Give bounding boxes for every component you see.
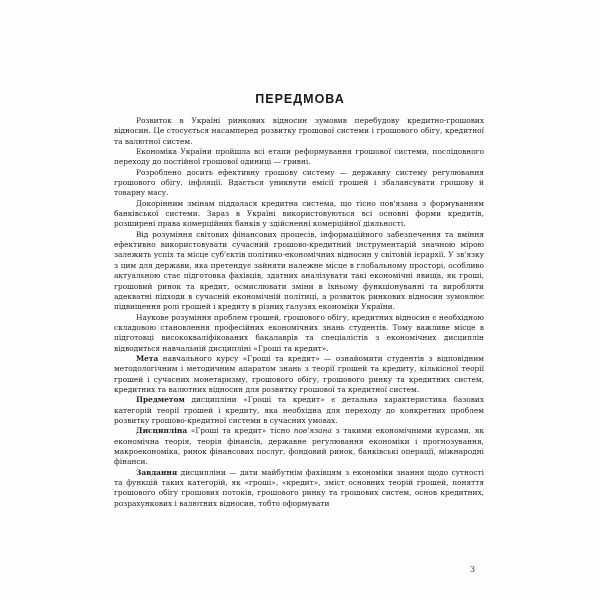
meta-text: навчального курсу «Гроші та кредит» — ознайомити студентів з відповідним методологічним і методичним апаратом знань з теорії грошей та кредиту, кількісної теорії грошей і сучасних монетаризму, грошового обігу, грошового ринку та кредитних систем, кредитних та валютних відносин для розвитку грошової та кредитної систем. bbox=[114, 353, 484, 394]
paragraph-5: Від розуміння світових фінансових процесів, інформаційного забезпечення та вміння ефективно використовувати сучасний грошово-кредитний інструментарій значною мірою залежить успіх та місце суб'єктів політико-економічних відносин у світовій ієрархії. У зв'язку з цим для держави, яка претендує зайняти належне місце в глобальному просторі, особливо актуальною стає підготовка фахівців, здатних аналізувати такі економічні явища, як гроші, грошовий ринок та кредит, осмислювати зміни в їхньому функціонуванні та виробляти адекватні підходи в сучасній економічній політиці, а розвиток ринкових відносин зумовлює підвищення ролі грошей і кредиту в різних галузях економіки України. bbox=[114, 229, 484, 312]
page-number: 3 bbox=[470, 565, 476, 574]
term-meta: Мета bbox=[136, 353, 159, 363]
paragraph-6: Наукове розуміння проблем грошей, грошового обігу, кредитних відносин є необхідною складовою становлення професійних економічних знань студентів. Тому важливе місце в підготовці висококваліфікованих бакалаврів та спеціалістів з економічних дисциплін відводиться навчальній дисципліні «Гроші та кредит». bbox=[114, 312, 484, 353]
dyscyplina-text-after: з такими економічними курсами, як економічна теорія, теорія фінансів, державне регулювання економіки і прогнозування, макроекономіка, ринок фінансових послуг, фондовий ринок, банківські операції, міжнародні фінанси. bbox=[114, 426, 484, 467]
paragraph-1: Розвиток в Україні ринкових відносин зумовив перебудову кредитно-грошових відносин. Це стосується насамперед розвитку грошової системи і грошового обігу, кредитної та валютної систем. bbox=[114, 116, 484, 146]
term-dyscyplina: Дисципліна bbox=[136, 426, 188, 436]
dyscyplina-italic: пов'язана bbox=[293, 426, 332, 436]
dyscyplina-text-before: «Гроші та кредит» тісно bbox=[187, 426, 294, 436]
paragraph-2: Економіка України пройшла всі етапи реформування грошової системи, послідовного переходу до постійної грошової одиниці — гривні. bbox=[114, 147, 484, 167]
paragraph-4: Докорінним змінам піддалася кредитна система, що тісно пов'язана з формуванням банківської системи. Зараз в Україні використовуються всі основні форми кредитів, розширені права комерційних банків у здійсненні комерційної діяльності. bbox=[114, 198, 484, 229]
paragraph-dyscyplina bbox=[114, 426, 484, 467]
page-body bbox=[114, 116, 484, 509]
paragraph-zavdannya bbox=[114, 468, 484, 509]
predmet-text: дисципліни «Гроші та кредит» є детальна характеристика базових категорій теорії грошей і кредиту, яка необхідна для переходу до конкретних проблем розвитку грошово-кредитної системи в сучасних умовах. bbox=[114, 395, 484, 425]
paragraph-meta bbox=[114, 354, 484, 395]
paragraph-predmet bbox=[114, 395, 484, 426]
paragraph-3: Розроблено досить ефективну грошову систему — державну систему регулювання грошового обігу, інфляції. Вдається уникнути емісії грошей і збалансувати грошову й товарну масу. bbox=[114, 167, 484, 198]
page-title: ПЕРЕДМОВА bbox=[255, 92, 345, 106]
term-zavdannya: Завдання bbox=[136, 467, 178, 477]
term-predmet: Предметом bbox=[136, 395, 185, 405]
zavdannya-text: дисципліни — дати майбутнім фахівцям з економіки знання щодо сутності та функцій таких категорій, як «гроші», «кредит», зміст основних теорій грошей, поняття грошового обігу грошових потоків, грошового ринку та грошових систем, основ кредитних, розрахункових і валютних відносин, тобто оформувати bbox=[114, 467, 484, 508]
